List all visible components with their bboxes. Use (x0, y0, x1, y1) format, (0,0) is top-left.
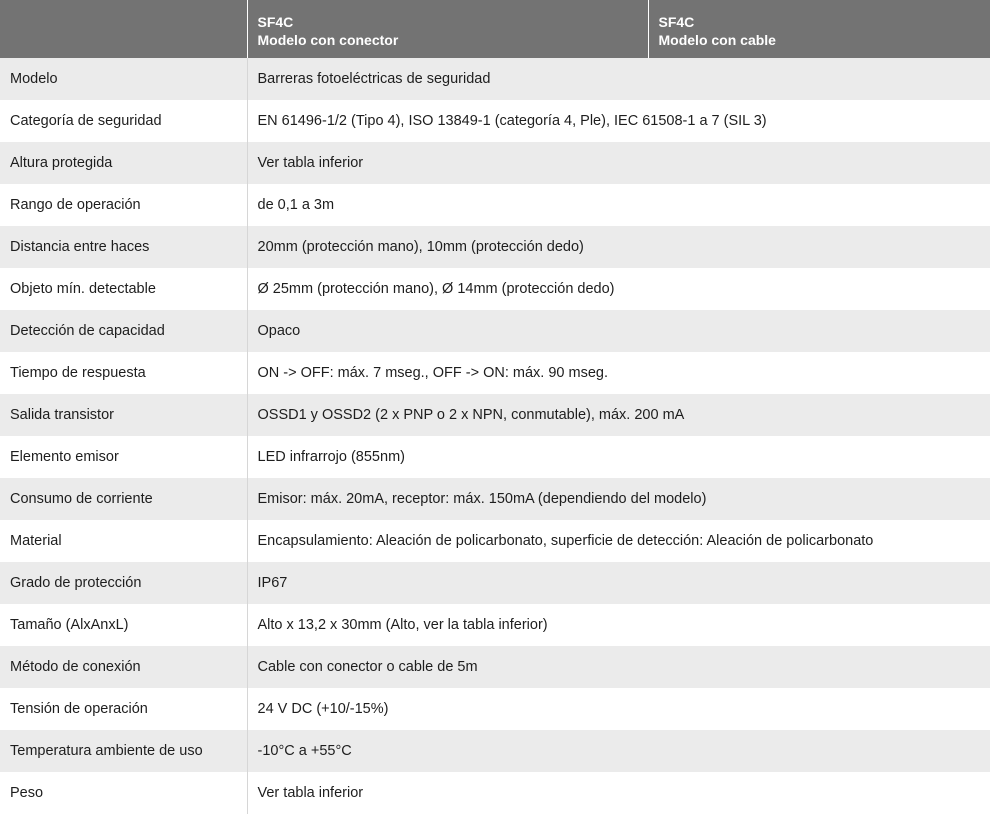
row-value: OSSD1 y OSSD2 (2 x PNP o 2 x NPN, conmutable), máx. 200 mA (247, 394, 990, 436)
row-value: Encapsulamiento: Aleación de policarbonato, superficie de detección: Aleación de policarbonato (247, 520, 990, 562)
header-empty-cell (0, 0, 247, 58)
row-value: de 0,1 a 3m (247, 184, 990, 226)
row-value: Emisor: máx. 20mA, receptor: máx. 150mA (dependiendo del modelo) (247, 478, 990, 520)
row-label: Tamaño (AlxAnxL) (0, 604, 247, 646)
row-label: Tiempo de respuesta (0, 352, 247, 394)
row-value: -10°C a +55°C (247, 730, 990, 772)
row-value: Opaco (247, 310, 990, 352)
table-row (0, 478, 990, 520)
row-label: Categoría de seguridad (0, 100, 247, 142)
table-row (0, 268, 990, 310)
table-row (0, 520, 990, 562)
table-row (0, 184, 990, 226)
row-label: Modelo (0, 58, 247, 100)
table-row (0, 562, 990, 604)
row-label: Objeto mín. detectable (0, 268, 247, 310)
row-value: 20mm (protección mano), 10mm (protección dedo) (247, 226, 990, 268)
row-value: Barreras fotoeléctricas de seguridad (247, 58, 990, 100)
row-label: Peso (0, 772, 247, 814)
row-value: EN 61496-1/2 (Tipo 4), ISO 13849-1 (categoría 4, Ple), IEC 61508-1 a 7 (SIL 3) (247, 100, 990, 142)
table-row (0, 352, 990, 394)
row-value: Ver tabla inferior (247, 772, 990, 814)
table-row (0, 772, 990, 814)
row-label: Temperatura ambiente de uso (0, 730, 247, 772)
row-value: ON -> OFF: máx. 7 mseg., OFF -> ON: máx. 90 mseg. (247, 352, 990, 394)
table-row (0, 310, 990, 352)
header-row (0, 0, 990, 58)
header-cable-title: Modelo con cable (658, 32, 776, 48)
row-value: IP67 (247, 562, 990, 604)
row-value: Ver tabla inferior (247, 142, 990, 184)
row-label: Método de conexión (0, 646, 247, 688)
row-label: Elemento emisor (0, 436, 247, 478)
table-row (0, 436, 990, 478)
table-row (0, 646, 990, 688)
header-cable-model (648, 0, 990, 58)
row-label: Altura protegida (0, 142, 247, 184)
row-value: Ø 25mm (protección mano), Ø 14mm (protección dedo) (247, 268, 990, 310)
table-row (0, 100, 990, 142)
row-label: Consumo de corriente (0, 478, 247, 520)
header-connector-model (247, 0, 648, 58)
row-value: LED infrarrojo (855nm) (247, 436, 990, 478)
table-row (0, 730, 990, 772)
row-label: Distancia entre haces (0, 226, 247, 268)
table-row (0, 394, 990, 436)
row-label: Grado de protección (0, 562, 247, 604)
table-row (0, 142, 990, 184)
row-label: Rango de operación (0, 184, 247, 226)
table-row (0, 688, 990, 730)
row-value: Cable con conector o cable de 5m (247, 646, 990, 688)
row-label: Detección de capacidad (0, 310, 247, 352)
table-row (0, 58, 990, 100)
table-row (0, 226, 990, 268)
header-connector-code: SF4C (257, 14, 294, 30)
row-label: Tensión de operación (0, 688, 247, 730)
header-cable-code: SF4C (658, 14, 695, 30)
row-label: Material (0, 520, 247, 562)
header-connector-title: Modelo con conector (257, 32, 399, 48)
table-row (0, 604, 990, 646)
row-label: Salida transistor (0, 394, 247, 436)
row-value: 24 V DC (+10/-15%) (247, 688, 990, 730)
row-value: Alto x 13,2 x 30mm (Alto, ver la tabla inferior) (247, 604, 990, 646)
